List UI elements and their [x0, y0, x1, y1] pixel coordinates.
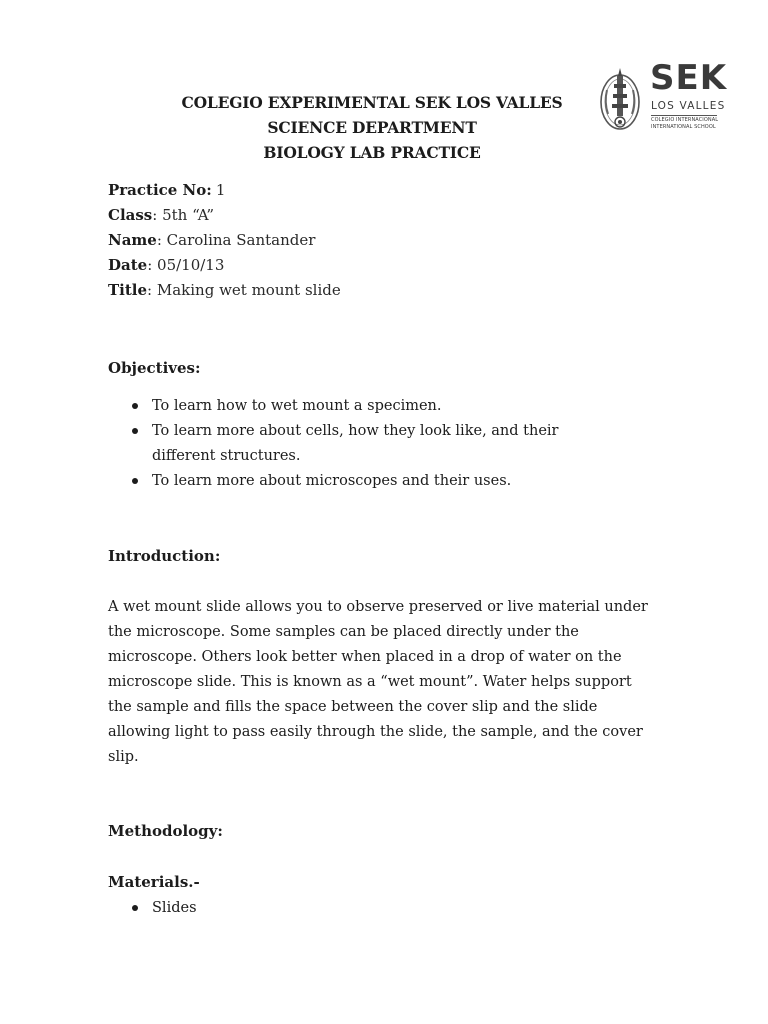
info-title	[108, 278, 341, 303]
info-label: Date	[108, 256, 148, 274]
list-item	[108, 896, 608, 921]
info-value: : 5th “A”	[152, 206, 215, 224]
info-class	[108, 203, 341, 228]
list-item-text: To learn how to wet mount a specimen.	[152, 398, 442, 414]
materials-list	[108, 896, 608, 921]
practice-info	[108, 178, 341, 303]
list-item	[108, 394, 608, 419]
info-practice-no	[108, 178, 341, 203]
info-value: : Making wet mount slide	[147, 281, 341, 299]
list-item	[108, 419, 608, 469]
bullet-icon	[132, 428, 138, 434]
info-name	[108, 228, 341, 253]
info-label: Class	[108, 206, 153, 224]
logo-divider	[651, 115, 717, 116]
bullet-icon	[132, 403, 138, 409]
info-label: Practice No:	[108, 181, 212, 199]
list-item-text: Slides	[152, 900, 197, 916]
info-value: 1	[215, 181, 226, 199]
info-label: Name	[108, 231, 157, 249]
introduction-text: A wet mount slide allows you to observe preserved or live material under the microscope. Some samples can be placed directly under the microscope. Others look better when placed in a drop of water on the microscope slide. This is known as a “wet mount”. Water helps support the sample and fills the space between the cover slip and the slide allowing light to pass easily through the slide, the sample, and the cover slip.	[108, 599, 648, 765]
info-label: Title	[108, 281, 148, 299]
list-item-text: To learn more about microscopes and their uses.	[152, 473, 512, 489]
info-value: : Carolina Santander	[156, 231, 316, 249]
logo-brand-text: SEK	[650, 58, 728, 98]
logo-tagline-1: COLEGIO INTERNACIONAL	[651, 117, 719, 123]
logo-tagline-2: INTERNATIONAL SCHOOL	[651, 124, 716, 130]
methodology-heading: Methodology:	[108, 822, 223, 840]
info-value: : 05/10/13	[147, 256, 225, 274]
materials-heading: Materials.-	[108, 873, 200, 891]
school-crest-icon	[598, 64, 642, 132]
introduction-heading: Introduction:	[108, 547, 221, 565]
department-name: SCIENCE DEPARTMENT	[267, 118, 477, 137]
school-name: COLEGIO EXPERIMENTAL SEK LOS VALLES	[181, 93, 563, 112]
bullet-icon	[132, 905, 138, 911]
logo-campus-text: LOS VALLES	[651, 100, 726, 112]
list-item-text: To learn more about cells, how they look like, and their different structures.	[152, 423, 559, 464]
bullet-icon	[132, 478, 138, 484]
objectives-list	[108, 394, 608, 494]
info-date	[108, 253, 341, 278]
school-logo	[598, 58, 728, 134]
objectives-heading: Objectives:	[108, 359, 201, 377]
list-item	[108, 469, 608, 494]
practice-type: BIOLOGY LAB PRACTICE	[263, 143, 481, 162]
